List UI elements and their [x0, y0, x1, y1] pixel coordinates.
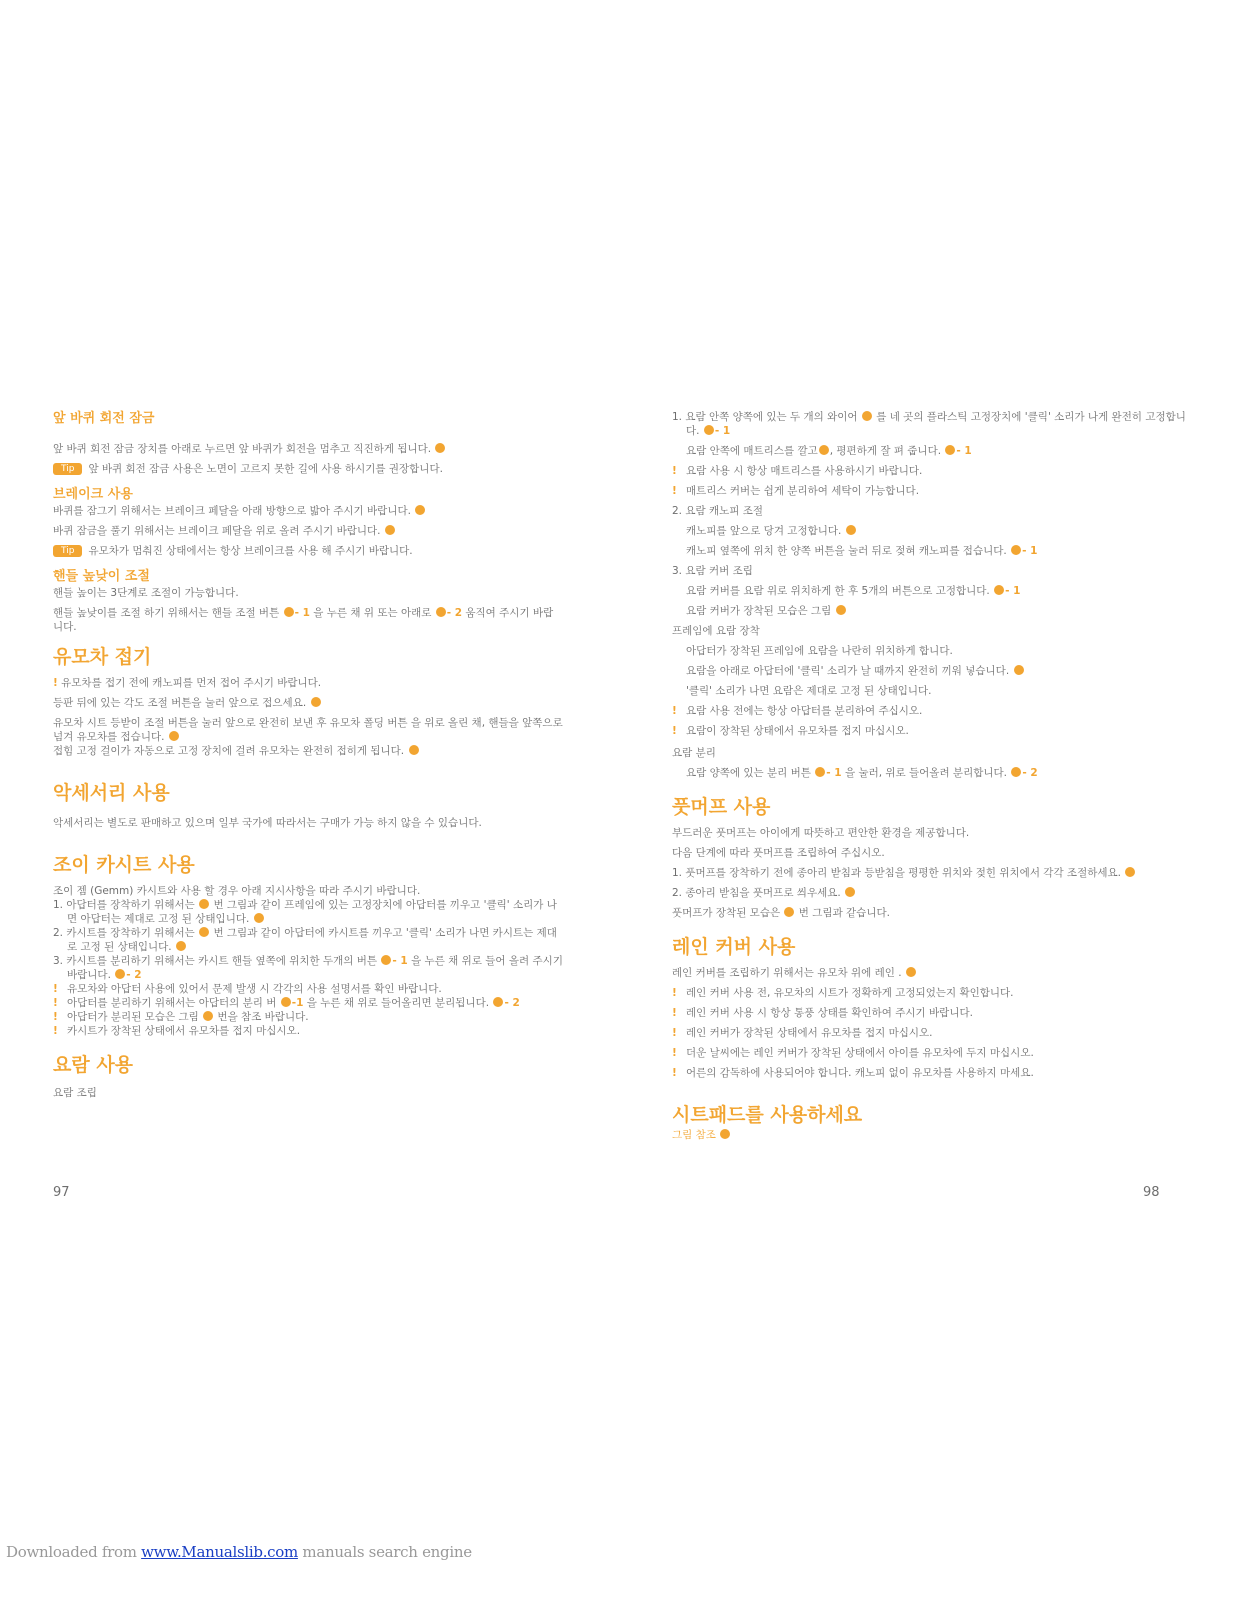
figure-ref-icon	[281, 997, 291, 1007]
carseat-warning: ! 카시트가 장착된 상태에서 유모차를 접지 마십시오.	[53, 1025, 301, 1037]
figure-ref-icon	[720, 1129, 730, 1139]
bassinet-step: 3. 요람 커버 조립	[672, 565, 753, 577]
bassinet-step: 요람 커버가 장착된 모습은 그림	[672, 604, 1192, 618]
footmuff-line: 부드러운 풋머프는 아이에게 따뜻하고 편안한 환경을 제공합니다.	[672, 827, 970, 839]
seatpad-title: 시트패드를 사용하세요	[672, 1104, 863, 1126]
accessory-body: 악세서리는 별도로 판매하고 있으며 일부 국가에 따라서는 구매가 가능 하지 않을 수 있습니다.	[53, 817, 482, 829]
carseat-step: 2. 카시트를 장착하기 위해서는 번 그림과 같이 아답터에 카시트를 끼우고 '클릭' 소리가 나면 카시트는 제대로 고정 된 상태입니다.	[53, 927, 557, 953]
manualslib-link[interactable]: www.Manualslib.com	[141, 1543, 298, 1561]
brake-line: 바퀴 잠금을 풀기 위해서는 브레이크 페달을 위로 올려 주시기 바랍니다.	[53, 524, 563, 538]
footmuff-line: 1. 풋머프를 장착하기 전에 종아리 받침과 등받침을 평평한 위치와 젖힌 위치에서 각각 조절하세요.	[672, 866, 1192, 880]
bassinet-title: 요람 사용	[53, 1054, 134, 1076]
figure-ref-icon	[435, 443, 445, 453]
figure-ref-icon	[436, 607, 446, 617]
fold-line: 접힘 고정 걸이가 자동으로 고정 장치에 걸려 유모차는 완전히 접히게 됩니다.	[53, 744, 563, 758]
bassinet-sub: 요람 조립	[53, 1087, 97, 1099]
raincover-warning: ! 레인 커버가 장착된 상태에서 유모차를 접지 마십시오.	[672, 1027, 933, 1039]
figure-ref-icon	[385, 525, 395, 535]
footmuff-line: 다음 단계에 따라 풋머프를 조립하여 주십시오.	[672, 847, 885, 859]
figure-ref-icon	[836, 605, 846, 615]
figure-ref-icon	[784, 907, 794, 917]
figure-ref-icon	[415, 505, 425, 515]
front-wheel-body: 앞 바퀴 회전 잠금 장치를 아래로 누르면 앞 바퀴가 회전을 멈추고 직진하게 됩니다.	[53, 442, 563, 456]
footmuff-line: 2. 종아리 받침을 풋머프로 씌우세요.	[672, 886, 1192, 900]
figure-ref-icon	[199, 899, 209, 909]
figure-ref-icon	[284, 607, 294, 617]
bassinet-step: 캐노피를 앞으로 당겨 고정합니다.	[672, 524, 1192, 538]
carseat-step: 3. 카시트를 분리하기 위해서는 카시트 핸들 옆쪽에 위치한 두개의 버튼 - 1 을 누른 채 위로 들어 올려 주시기 바랍니다. - 2	[53, 955, 563, 981]
bassinet-separate-title: 요람 분리	[672, 747, 716, 759]
figure-ref-icon	[203, 1011, 213, 1021]
handle-line: 핸들 높낮이를 조절 하기 위해서는 핸들 조절 버튼 - 1 을 누른 채 위 또는 아래로 - 2 움직여 주시기 바랍니다.	[53, 607, 554, 633]
figure-ref-icon	[199, 927, 209, 937]
carseat-warning: ! 아답터를 분리하기 위해서는 아답터의 분리 버 -1 을 누른 채 위로 들어올리면 분리됩니다. - 2	[53, 997, 520, 1009]
fold-line: 등판 뒤에 있는 각도 조절 버튼을 눌러 앞으로 접으세요.	[53, 696, 563, 710]
raincover-warning: ! 더운 날씨에는 레인 커버가 장착된 상태에서 아이를 유모차에 두지 마십시오.	[672, 1047, 1034, 1059]
tip-badge: Tip	[53, 545, 82, 557]
bassinet-warning: ! 요람 사용 전에는 항상 아답터를 분리하여 주십시오.	[672, 705, 923, 717]
brake-line: 바퀴를 잠그기 위해서는 브레이크 페달을 아래 방향으로 밟아 주시기 바랍니다.	[53, 504, 563, 518]
bassinet-warning: ! 요람이 장착된 상태에서 유모차를 접지 마십시오.	[672, 725, 909, 737]
figure-ref-icon	[176, 941, 186, 951]
figure-ref-icon	[381, 955, 391, 965]
figure-ref-icon	[862, 411, 872, 421]
raincover-warning: ! 어른의 감독하에 사용되어야 합니다. 캐노피 없이 유모차를 사용하지 마세요.	[672, 1067, 1034, 1079]
carseat-step: 1. 아답터를 장착하기 위해서는 번 그림과 같이 프레임에 있는 고정장치에 아답터를 끼우고 '클릭' 소리가 나면 아답터는 제대로 고정 된 상태입니다.	[53, 899, 557, 925]
front-wheel-tip: Tip 앞 바퀴 회전 잠금 사용은 노면이 고르지 못한 길에 사용 하시기를 권장합니다.	[53, 462, 563, 476]
raincover-warning: ! 레인 커버 사용 전, 유모차의 시트가 정확하게 고정되었는지 확인합니다.	[672, 987, 1014, 999]
frame-attach-line: 요람을 아래로 아답터에 '클릭' 소리가 날 때까지 완전히 끼워 넣습니다.	[672, 664, 1192, 678]
footmuff-title: 풋머프 사용	[672, 796, 771, 818]
frame-attach-line: '클릭' 소리가 나면 요람은 제대로 고정 된 상태입니다.	[686, 685, 932, 697]
handle-title: 핸들 높낮이 조절	[53, 569, 150, 584]
left-page	[53, 410, 563, 1100]
raincover-line: 레인 커버를 조립하기 위해서는 유모차 위에 레인 .	[672, 966, 1192, 980]
figure-ref-icon	[115, 969, 125, 979]
bassinet-step: 요람 안쪽에 매트리스를 깔고 , 평편하게 잘 펴 줍니다. - 1	[686, 445, 972, 457]
right-page	[672, 410, 1192, 1142]
page-number-left: 97	[53, 1185, 70, 1200]
accessory-title: 악세서리 사용	[53, 782, 170, 804]
figure-ref-icon	[311, 697, 321, 707]
carseat-warning: ! 유모차와 아답터 사용에 있어서 문제 발생 시 각각의 사용 설명서를 확인 바랍니다.	[53, 983, 442, 995]
figure-ref-icon	[1011, 767, 1021, 777]
bassinet-step: 요람 커버를 요람 위로 위치하게 한 후 5개의 버튼으로 고정합니다. - 1	[686, 585, 1021, 597]
figure-ref-icon	[169, 731, 179, 741]
figure-ref-icon	[493, 997, 503, 1007]
front-wheel-title: 앞 바퀴 회전 잠금	[53, 411, 155, 426]
figure-ref-icon	[846, 525, 856, 535]
figure-ref-icon	[945, 445, 955, 455]
page-number-right: 98	[1143, 1185, 1160, 1200]
figure-ref-icon	[815, 767, 825, 777]
figure-ref-icon	[819, 445, 829, 455]
figure-ref-icon	[845, 887, 855, 897]
carseat-intro: 조이 젬 (Gemm) 카시트와 사용 할 경우 아래 지시사항을 따라 주시기 바랍니다.	[53, 885, 421, 897]
figure-ref-icon	[254, 913, 264, 923]
bassinet-step: 캐노피 옆쪽에 위치 한 양쪽 버튼을 눌러 뒤로 젖혀 캐노피를 접습니다. - 1	[686, 545, 1038, 557]
bassinet-step: 1. 요람 안쪽 양쪽에 있는 두 개의 와이어 를 네 곳의 플라스틱 고정장치에 '클릭' 소리가 나게 완전히 고정합니다. - 1	[672, 411, 1186, 437]
bassinet-warning: ! 요람 사용 시 항상 매트리스를 사용하시기 바랍니다.	[672, 465, 923, 477]
frame-attach-line: 아답터가 장착된 프레임에 요람을 나란히 위치하게 합니다.	[686, 645, 953, 657]
tip-badge: Tip	[53, 463, 82, 475]
footmuff-line: 풋머프가 장착된 모습은 번 그림과 같습니다.	[672, 907, 890, 919]
fold-title: 유모차 접기	[53, 646, 152, 668]
brake-title: 브레이크 사용	[53, 487, 133, 502]
fold-warning: ! 유모차를 접기 전에 캐노피를 먼저 접어 주시기 바랍니다.	[53, 677, 322, 689]
bassinet-warning: ! 매트리스 커버는 쉽게 분리하여 세탁이 가능합니다.	[672, 485, 920, 497]
figure-ref-icon	[1014, 665, 1024, 675]
raincover-title: 레인 커버 사용	[672, 936, 796, 958]
raincover-warning: ! 레인 커버 사용 시 항상 통풍 상태를 확인하여 주시기 바랍니다.	[672, 1007, 973, 1019]
carseat-title: 조이 카시트 사용	[53, 854, 195, 876]
download-footer: Downloaded from www.Manualslib.com manuals search engine	[6, 1543, 472, 1561]
figure-ref-icon	[704, 425, 714, 435]
handle-line: 핸들 높이는 3단계로 조절이 가능합니다.	[53, 587, 239, 599]
frame-attach-title: 프레임에 요람 장착	[672, 625, 760, 637]
figure-ref-icon	[994, 585, 1004, 595]
carseat-warning: ! 아답터가 분리된 모습은 그림 번을 참조 바랍니다.	[53, 1011, 309, 1023]
seatpad-ref: 그림 참조	[672, 1128, 1192, 1142]
bassinet-separate-line: 요람 양쪽에 있는 분리 버튼 - 1 을 눌러, 위로 들어올려 분리합니다. - 2	[686, 767, 1038, 779]
figure-ref-icon	[906, 967, 916, 977]
brake-tip: Tip 유모차가 멈춰진 상태에서는 항상 브레이크를 사용 해 주시기 바랍니다.	[53, 544, 563, 558]
figure-ref-icon	[409, 745, 419, 755]
bassinet-step: 2. 요람 캐노피 조절	[672, 505, 764, 517]
fold-line: 유모차 시트 등받이 조절 버튼을 눌러 앞으로 완전히 보낸 후 유모차 폴딩 버튼 을 위로 올린 채, 핸들을 앞쪽으로 넘겨 유모차를 접습니다.	[53, 717, 563, 743]
figure-ref-icon	[1125, 867, 1135, 877]
figure-ref-icon	[1011, 545, 1021, 555]
